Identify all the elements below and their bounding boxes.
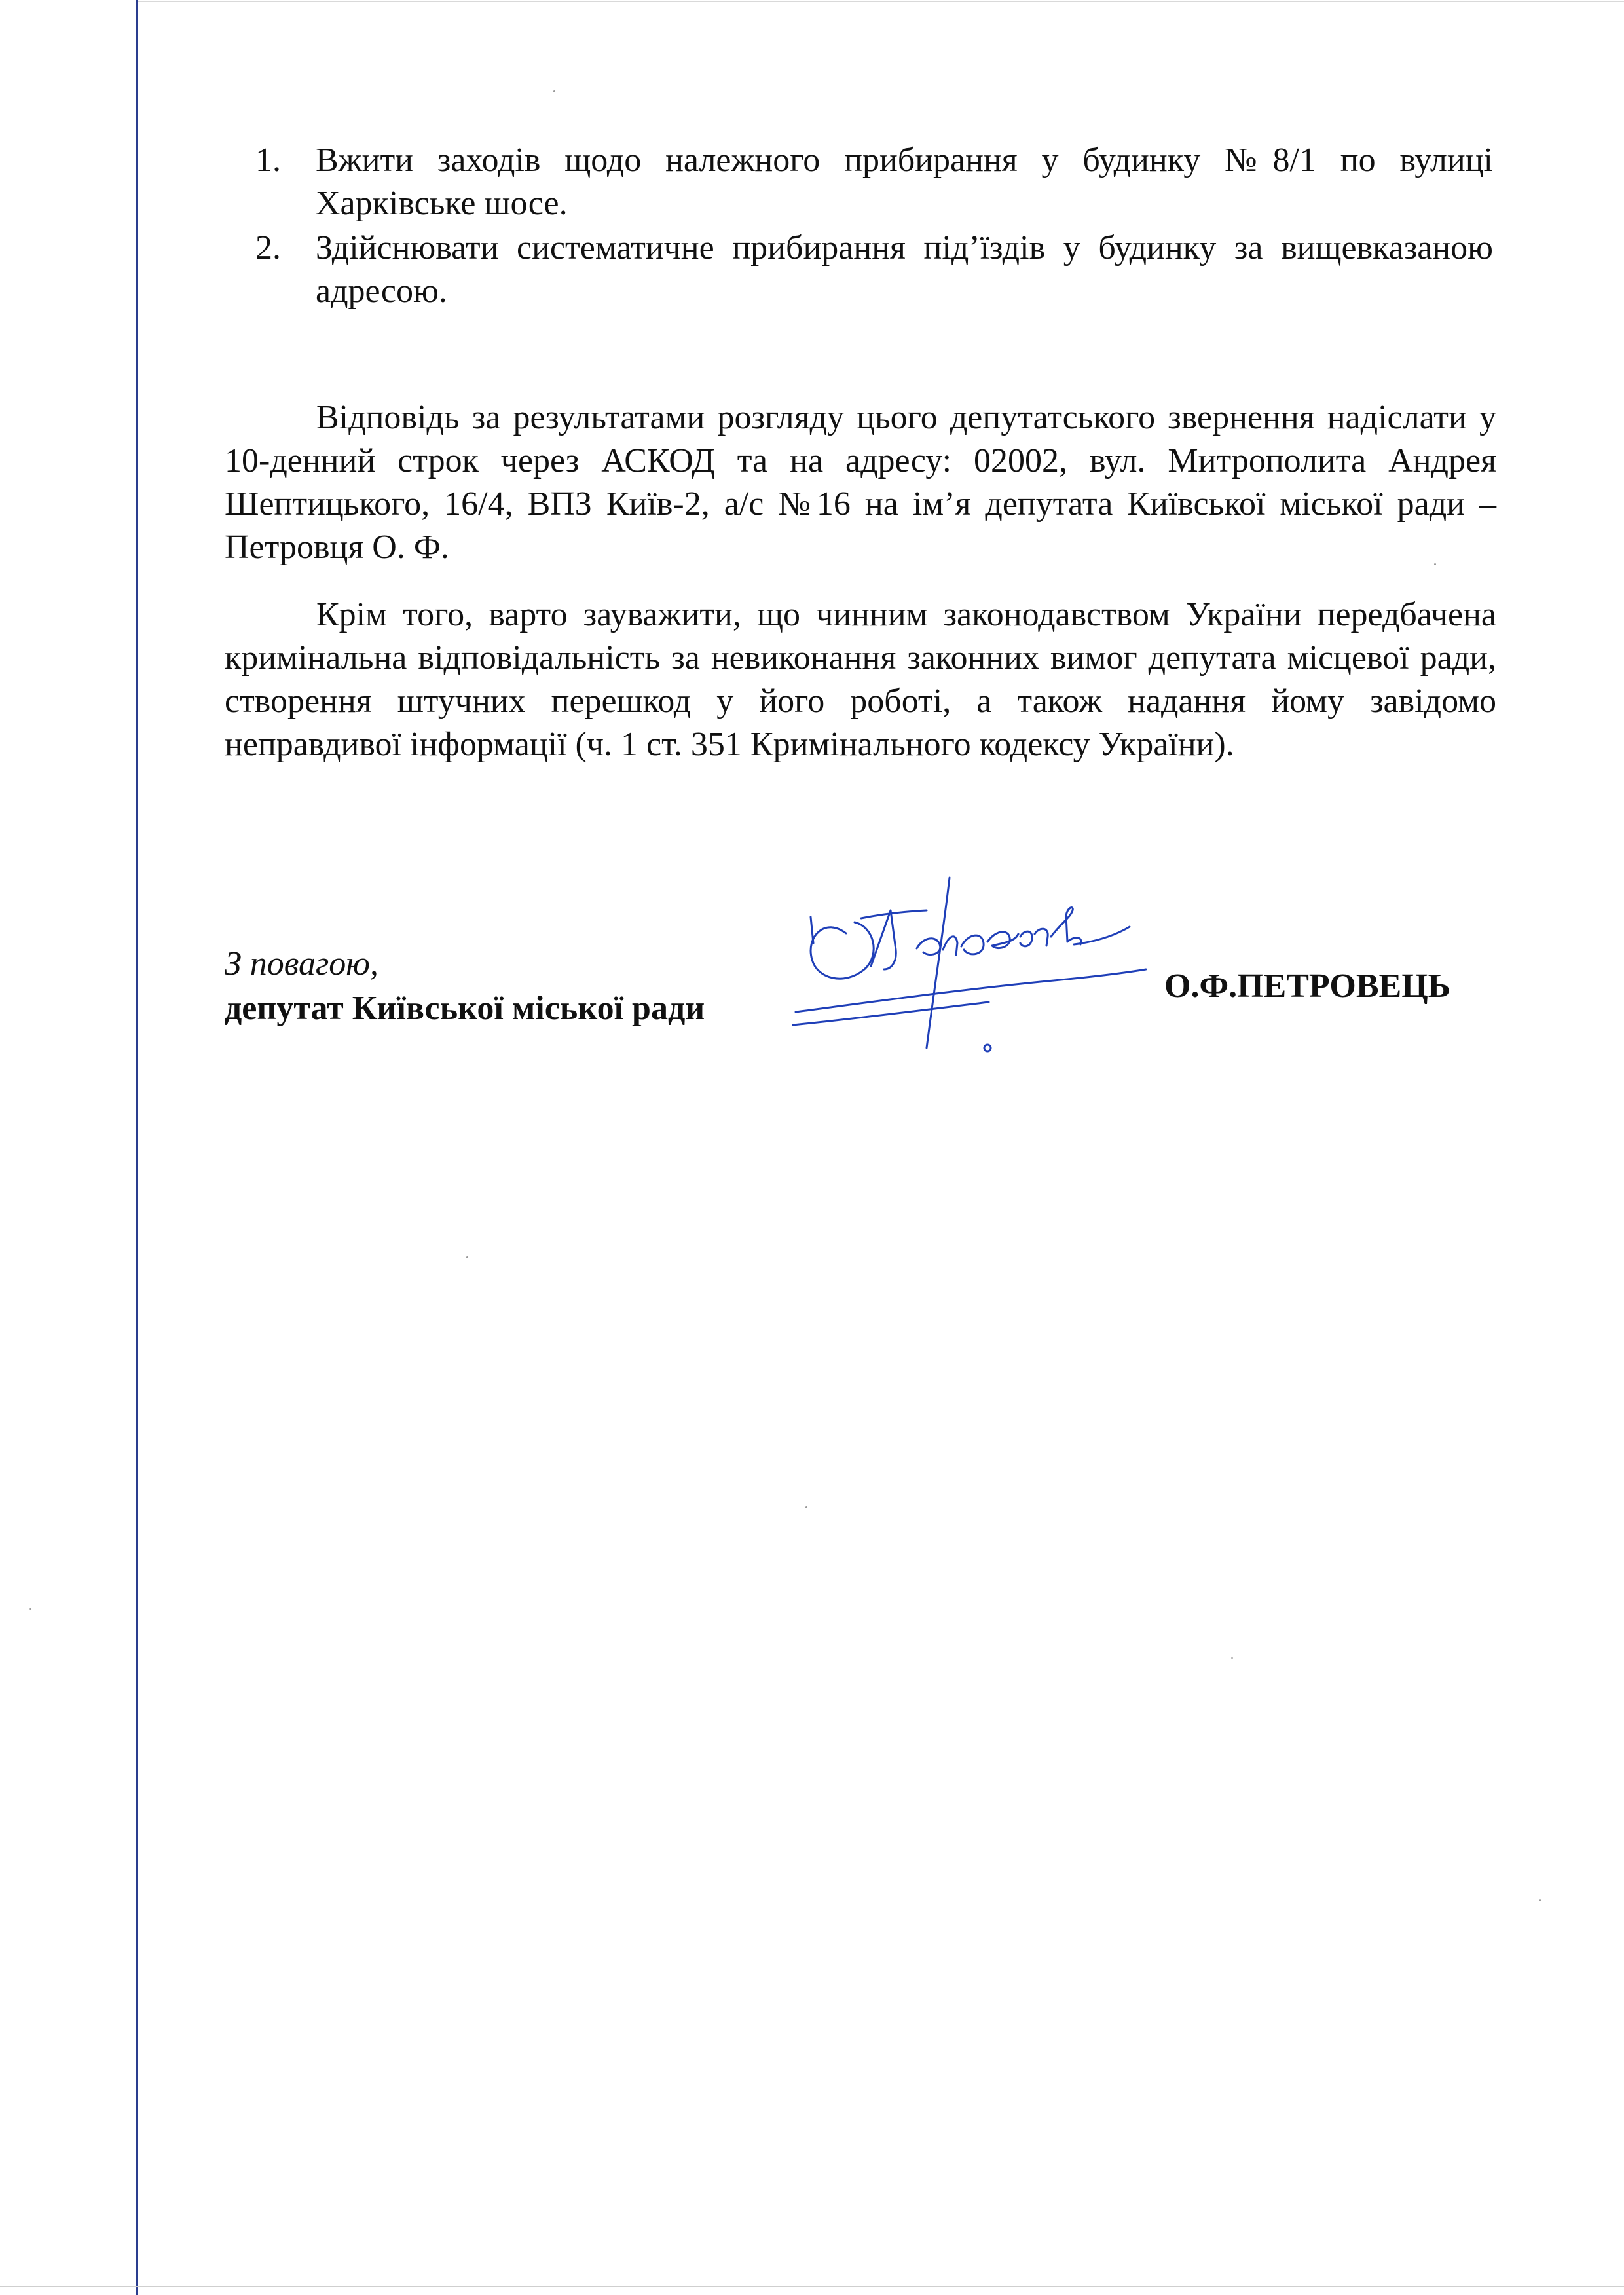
signer-title: депутат Київської міської ради xyxy=(225,990,705,1027)
list-item-number: 2. xyxy=(255,229,281,267)
list-item-text: Вжити заходів щодо належного прибирання у будинку №8/1 по вулиці Харківське шосе. xyxy=(316,141,1493,222)
response-paragraph: Відповідь за результатами розгляду цього депутатського звернення надіслати у 10-денний строк через АСКОД та на адресу: 02002, вул. Митрополита Андрея Шептицького, 16/4, ВПЗ Київ-2, а/с №16 на ім’я депутата Київської міської ради – Петровця О. Ф. xyxy=(225,399,1496,566)
request-list xyxy=(255,139,1493,313)
signer-name: О.Ф.ПЕТРОВЕЦЬ xyxy=(1164,967,1451,1005)
handwritten-signature-icon xyxy=(792,871,1159,1087)
list-item-number: 1. xyxy=(255,141,281,179)
list-item xyxy=(255,139,1493,225)
scan-edge-line xyxy=(136,0,138,2295)
scan-speck xyxy=(29,1608,31,1610)
scan-speck xyxy=(553,90,555,92)
list-item xyxy=(255,227,1493,313)
scan-speck xyxy=(1231,1657,1233,1659)
scan-bottom-line xyxy=(0,2286,1624,2287)
scan-speck xyxy=(805,1506,807,1508)
liability-paragraph: Крім того, варто зауважити, що чинним законодавством України передбачена кримінальна відповідальність за невиконання законних вимог депутата місцевої ради, створення штучних перешкод у його роботі, а також надання йому завідомо неправдивої інформації (ч. 1 ст. 351 Кримінального кодексу України). xyxy=(225,596,1496,763)
closing-block xyxy=(225,942,705,1031)
scan-speck xyxy=(1539,1899,1541,1901)
scan-speck xyxy=(466,1256,468,1258)
list-item-text: Здійснювати систематичне прибирання під’їздів у будинку за вищевказаною адресою. xyxy=(316,229,1493,310)
scan-top-line xyxy=(138,1,1624,2)
closing-greeting: З повагою, xyxy=(225,945,378,982)
